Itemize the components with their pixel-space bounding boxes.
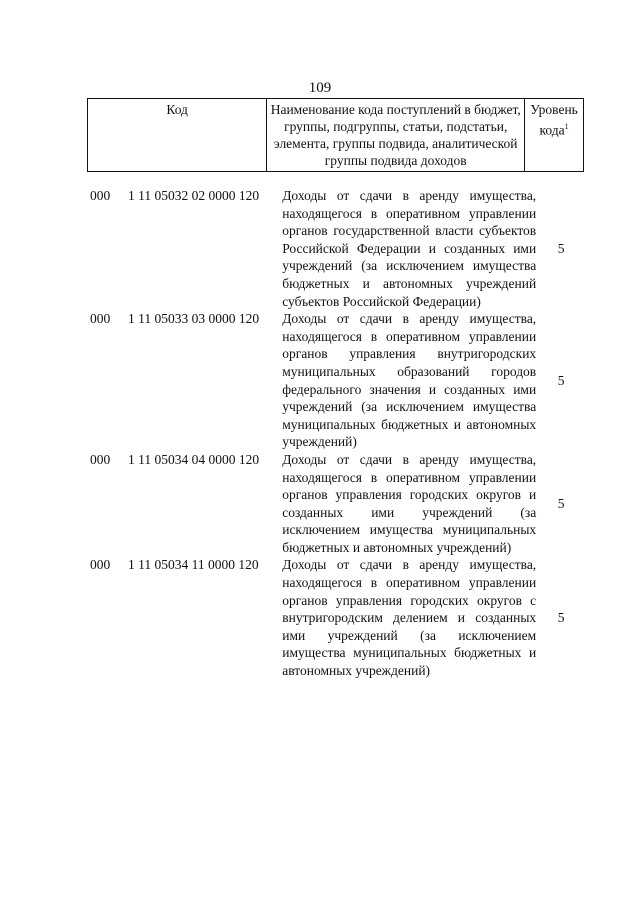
header-level-footnote: 1 [564,122,569,131]
row-income-code: 1 11 05033 03 0000 120 [128,311,260,327]
table-body [87,187,584,680]
row-income-code: 1 11 05032 02 0000 120 [128,188,260,203]
row-name: Доходы от сдачи в аренду имущества, находящегося в оперативном управлении органов управления городских округов и созданных ими учреждений (за исключением имущества муниципальных бюджетных и автономных учреждений) [282,451,537,555]
page-number: 109 [308,80,332,96]
header-name: Наименование кода поступлений в бюджет, группы, подгруппы, статьи, подстатьи, элемента, группы подвида, аналитической группы подвида доходов [267,99,525,172]
row-admin-code: 000 [90,311,111,327]
table-header [87,98,584,172]
row-level: 5 [557,372,565,388]
row-code-cell [87,451,282,469]
header-level-cell [525,99,584,172]
row-code-cell [87,310,282,328]
table-row [87,310,584,451]
row-level: 5 [557,610,565,626]
row-level: 5 [557,240,565,256]
row-income-code: 1 11 05034 04 0000 120 [128,451,260,467]
row-admin-code: 000 [90,451,111,467]
row-name: Доходы от сдачи в аренду имущества, находящегося в оперативном управлении органов управления городских округов с внутригородским делением и созданных ими учреждений (за исключением имущества муниципальных бюджетных и автономных учреждений) [282,557,537,679]
table-row [87,556,584,679]
header-code: Код [88,99,267,172]
header-level: Уровень кода [530,102,578,138]
table-row [87,187,584,310]
row-admin-code: 000 [90,188,111,203]
row-admin-code: 000 [90,557,111,573]
row-income-code: 1 11 05034 11 0000 120 [128,557,259,573]
table-row [87,451,584,557]
row-code-cell [87,187,282,205]
row-name: Доходы от сдачи в аренду имущества, находящегося в оперативном управлении органов управления внутригородских муниципальных образований городов федерального значения и созданных ими учреждений (за исключением имущества муниципальных бюджетных и автономных учреждений) [282,311,537,450]
row-level: 5 [557,495,565,511]
row-name: Доходы от сдачи в аренду имущества, находящегося в оперативном управлении органов государственной власти субъектов Российской Федерации и созданных ими учреждений (за исключением имущества бюджетных и автономных учреждений субъектов Российской Федерации) [282,188,537,309]
row-code-cell [87,556,282,574]
